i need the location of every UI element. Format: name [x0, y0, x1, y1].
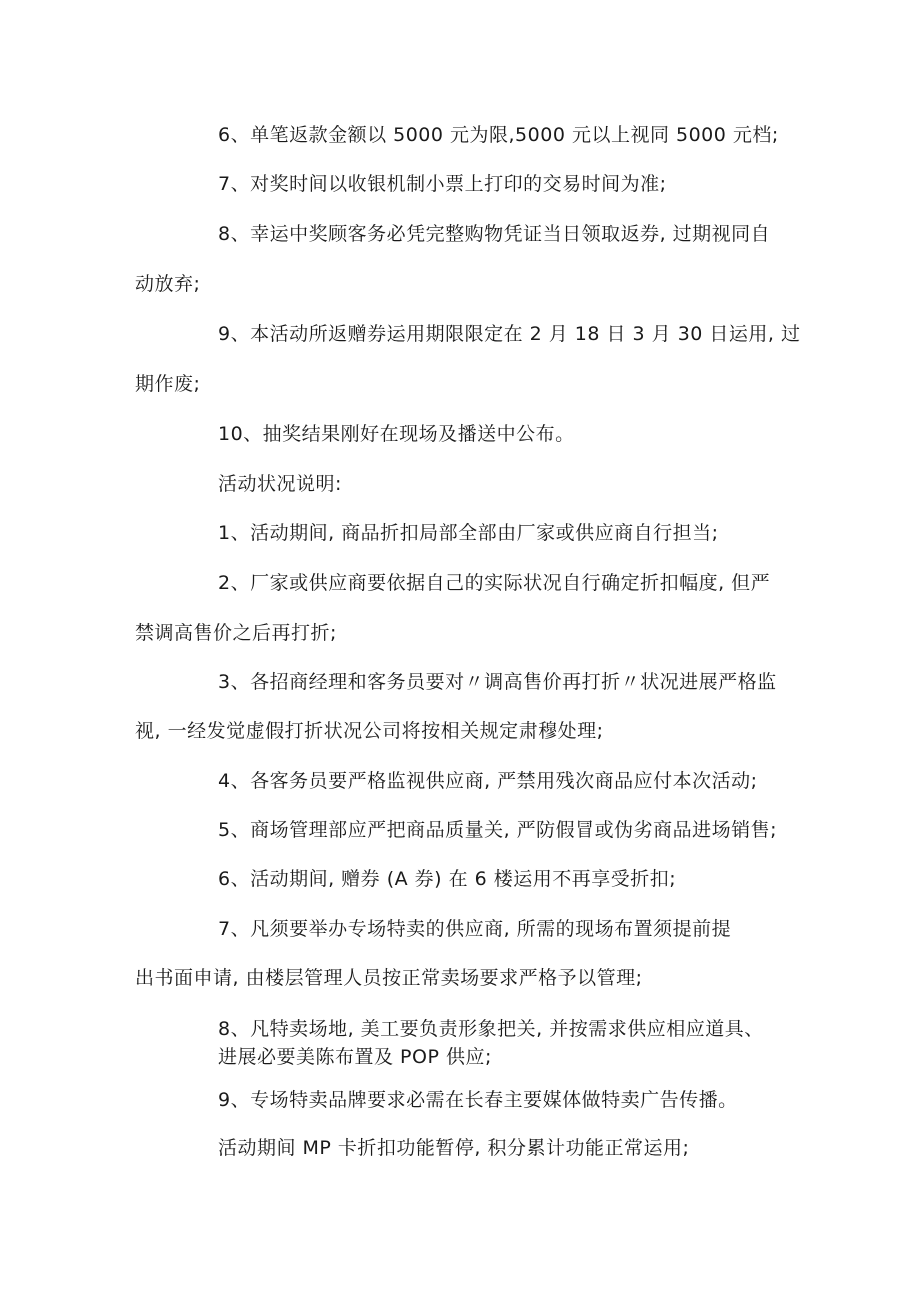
- text-line: 1、活动期间, 商品折扣局部全部由厂家或供应商自行担当;: [218, 522, 719, 544]
- text-line: 出书面申请, 由楼层管理人员按正常卖场要求严格予以管理;: [135, 967, 643, 989]
- text-line: 活动期间 MP 卡折扣功能暂停, 积分累计功能正常运用;: [218, 1137, 690, 1159]
- text-line: 9、专场特卖品牌要求必需在长春主要媒体做特卖广告传播。: [218, 1089, 738, 1111]
- text-line: 8、幸运中奖顾客务必凭完整购物凭证当日领取返券, 过期视同自: [218, 223, 771, 245]
- text-line: 5、商场管理部应严把商品质量关, 严防假冒或伪劣商品进场销售;: [218, 819, 778, 841]
- text-line: 禁调高售价之后再打折;: [135, 622, 337, 644]
- text-line: 7、凡须要举办专场特卖的供应商, 所需的现场布置须提前提: [218, 918, 732, 940]
- text-line: 7、对奖时间以收银机制小票上打印的交易时间为准;: [218, 173, 667, 195]
- text-line: 期作废;: [135, 373, 201, 395]
- text-line: 3、各招商经理和客务员要对〃调高售价再打折〃状况进展严格监: [218, 671, 777, 693]
- text-line: 6、活动期间, 赠券 (A 券) 在 6 楼运用不再享受折扣;: [218, 868, 677, 890]
- text-line: 视, 一经发觉虚假打折状况公司将按相关规定肃穆处理;: [135, 720, 604, 742]
- text-line: 4、各客务员要严格监视供应商, 严禁用残次商品应付本次活动;: [218, 770, 758, 792]
- text-line: 进展必要美陈布置及 POP 供应;: [218, 1046, 492, 1068]
- text-line: 动放弃;: [135, 273, 201, 295]
- text-line: 10、抽奖结果刚好在现场及播送中公布。: [218, 423, 575, 445]
- text-line: 9、本活动所返赠券运用期限限定在 2 月 18 日 3 月 30 日运用, 过: [218, 323, 801, 345]
- text-line: 6、单笔返款金额以 5000 元为限,5000 元以上视同 5000 元档;: [218, 124, 779, 146]
- section-heading: 活动状况说明:: [218, 473, 342, 495]
- text-line: 2、厂家或供应商要依据自己的实际状况自行确定折扣幅度, 但严: [218, 572, 771, 594]
- text-line: 8、凡特卖场地, 美工要负责形象把关, 并按需求供应相应道具、: [218, 1018, 764, 1040]
